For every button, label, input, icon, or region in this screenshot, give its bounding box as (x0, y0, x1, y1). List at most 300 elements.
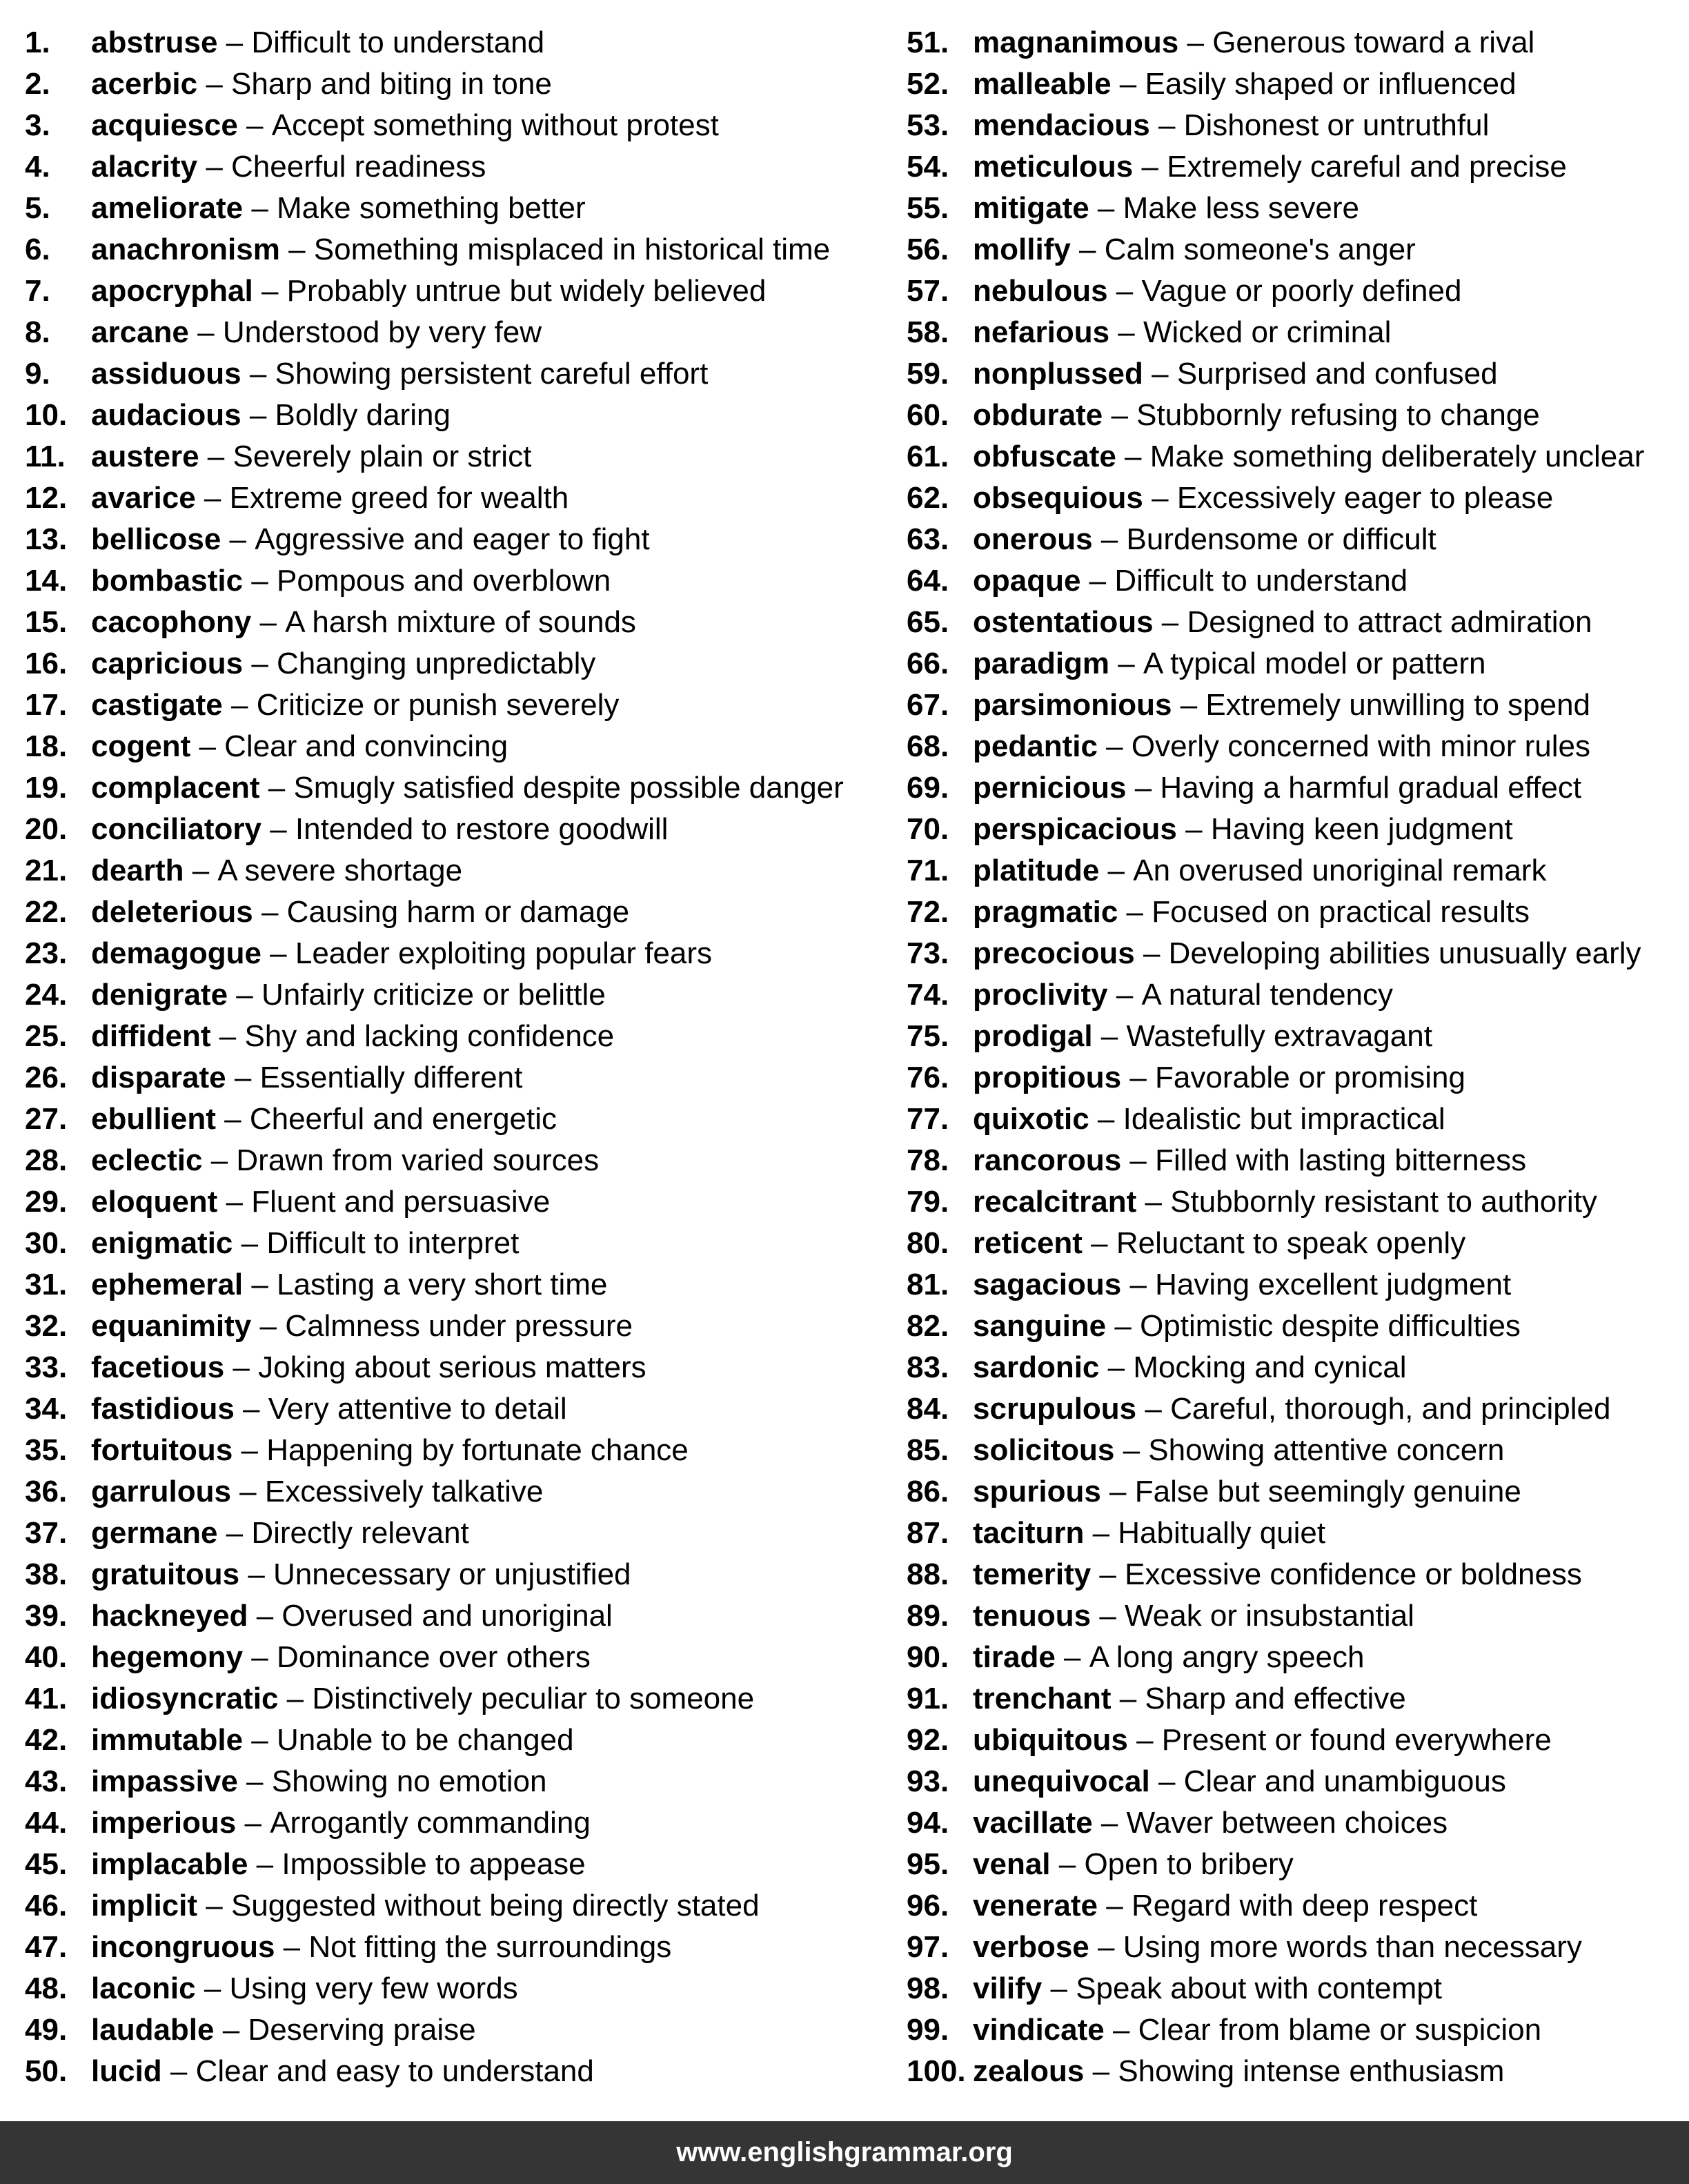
entry-definition: Burdensome or difficult (1126, 522, 1436, 556)
entry-number: 93. (907, 1764, 949, 1798)
vocabulary-entry (907, 1968, 1679, 2009)
entry-definition: Weak or insubstantial (1125, 1599, 1414, 1633)
entry-separator: – (253, 274, 287, 308)
entry-separator: – (190, 729, 225, 763)
entry-word: cogent (91, 729, 191, 763)
vocabulary-entry (25, 395, 880, 436)
entry-number: 16. (25, 647, 68, 680)
vocabulary-entry (907, 436, 1679, 478)
entry-definition: Idealistic but impractical (1123, 1102, 1445, 1136)
entry-separator: – (279, 233, 314, 266)
vocabulary-entry (907, 1513, 1679, 1554)
entry-word: eloquent (91, 1185, 218, 1219)
entry-separator: – (202, 1143, 237, 1177)
entry-number: 71. (907, 854, 949, 887)
vocabulary-entry (25, 892, 880, 933)
entry-separator: – (248, 1599, 282, 1633)
entry-separator: – (1092, 522, 1127, 556)
entry-number: 54. (907, 150, 949, 184)
entry-definition: Vague or poorly defined (1141, 274, 1462, 308)
entry-word: reticent (973, 1226, 1083, 1260)
entry-number: 41. (25, 1682, 68, 1715)
entry-word: acerbic (91, 67, 198, 101)
entry-separator: – (251, 605, 286, 639)
entry-word: paradigm (973, 647, 1110, 680)
entry-separator: – (188, 315, 223, 349)
vocabulary-entry (25, 229, 880, 270)
entry-definition: Aggressive and eager to fight (255, 522, 650, 556)
entry-definition: Optimistic despite difficulties (1140, 1309, 1521, 1343)
entry-separator: – (234, 1392, 268, 1426)
entry-definition: Something misplaced in historical time (313, 233, 831, 266)
vocabulary-entry (25, 1057, 880, 1099)
entry-number: 84. (907, 1392, 949, 1426)
entry-definition: A long angry speech (1089, 1640, 1365, 1674)
entry-word: hackneyed (91, 1599, 248, 1633)
entry-definition: Showing attentive concern (1148, 1433, 1505, 1467)
entry-number: 83. (907, 1350, 949, 1384)
entry-word: perspicacious (973, 812, 1177, 846)
entry-definition: Drawn from varied sources (236, 1143, 600, 1177)
entry-word: avarice (91, 481, 196, 515)
entry-number: 35. (25, 1433, 68, 1467)
vocabulary-entry (25, 809, 880, 850)
vocabulary-entry (25, 1388, 880, 1430)
vocabulary-entry (907, 974, 1679, 1016)
entry-word: unequivocal (973, 1764, 1150, 1798)
entry-separator: – (1103, 398, 1137, 432)
vocabulary-entry (25, 1347, 880, 1388)
entry-word: arcane (91, 315, 189, 349)
entry-separator: – (1121, 1268, 1156, 1301)
entry-definition: A natural tendency (1141, 978, 1394, 1012)
entry-number: 46. (25, 1889, 68, 1922)
entry-separator: – (237, 108, 272, 142)
entry-word: obdurate (973, 398, 1103, 432)
entry-number: 47. (25, 1930, 68, 1964)
entry-definition: Overused and unoriginal (282, 1599, 613, 1633)
entry-definition: Overly concerned with minor rules (1131, 729, 1590, 763)
entry-number: 78. (907, 1143, 949, 1177)
vocabulary-entry (907, 1388, 1679, 1430)
vocabulary-entry (907, 1223, 1679, 1264)
entry-word: magnanimous (973, 26, 1179, 59)
vocabulary-entry (25, 1595, 880, 1637)
entry-definition: Accept something without protest (271, 108, 719, 142)
entry-word: disparate (91, 1061, 226, 1094)
entry-word: dearth (91, 854, 184, 887)
entry-word: malleable (973, 67, 1112, 101)
entry-number: 73. (907, 936, 949, 970)
entry-number: 61. (907, 440, 949, 473)
entry-separator: – (243, 564, 277, 598)
entry-definition: Having keen judgment (1210, 812, 1513, 846)
entry-separator: – (195, 481, 230, 515)
entry-word: deleterious (91, 895, 253, 929)
vocabulary-entry (25, 2009, 880, 2051)
entry-number: 50. (25, 2054, 68, 2088)
entry-number: 34. (25, 1392, 68, 1426)
vocabulary-entry (25, 1306, 880, 1347)
entry-number: 72. (907, 895, 949, 929)
entry-word: facetious (91, 1350, 225, 1384)
vocabulary-entry (907, 312, 1679, 353)
entry-number: 25. (25, 1019, 68, 1053)
vocabulary-entry (25, 436, 880, 478)
entry-separator: – (1092, 1019, 1127, 1053)
vocabulary-entry (907, 1306, 1679, 1347)
entry-definition: Showing persistent careful effort (275, 357, 709, 391)
entry-word: conciliatory (91, 812, 261, 846)
footer-website-link[interactable]: www.englishgrammar.org (676, 2137, 1013, 2167)
entry-word: vindicate (973, 2013, 1105, 2047)
entry-number: 21. (25, 854, 68, 887)
entry-definition: Regard with deep respect (1131, 1889, 1478, 1922)
entry-separator: – (243, 1268, 277, 1301)
entry-separator: – (224, 1350, 259, 1384)
vocabulary-entry (907, 1637, 1679, 1678)
entry-definition: Extremely careful and precise (1167, 150, 1567, 184)
entry-number: 63. (907, 522, 949, 556)
entry-number: 42. (25, 1723, 68, 1757)
vocabulary-entry (25, 1885, 880, 1927)
entry-definition: Leader exploiting popular fears (295, 936, 713, 970)
entry-number: 90. (907, 1640, 949, 1674)
entry-word: venal (973, 1847, 1051, 1881)
entry-word: nebulous (973, 274, 1108, 308)
entry-definition: Focused on practical results (1152, 895, 1530, 929)
entry-definition: Having a harmful gradual effect (1160, 771, 1582, 805)
entry-number: 31. (25, 1268, 68, 1301)
entry-word: zealous (973, 2054, 1085, 2088)
vocabulary-entry (907, 2051, 1679, 2092)
vocabulary-entry (25, 1513, 880, 1554)
vocabulary-entry (907, 602, 1679, 643)
entry-separator: – (161, 2054, 196, 2088)
vocabulary-entry (25, 1016, 880, 1057)
entry-number: 89. (907, 1599, 949, 1633)
entry-definition: Impossible to appease (282, 1847, 586, 1881)
entry-definition: Severely plain or strict (233, 440, 532, 473)
vocabulary-entry (25, 726, 880, 767)
vocabulary-entry (25, 933, 880, 974)
vocabulary-entry (25, 1802, 880, 1844)
entry-definition: Wicked or criminal (1143, 315, 1392, 349)
entry-definition: Surprised and confused (1176, 357, 1498, 391)
entry-separator: – (1176, 812, 1211, 846)
entry-definition: Unnecessary or unjustified (273, 1557, 631, 1591)
entry-separator: – (221, 522, 255, 556)
entry-number: 100. (907, 2054, 966, 2088)
entry-definition: A harsh mixture of sounds (285, 605, 636, 639)
entry-word: proclivity (973, 978, 1108, 1012)
entry-separator: – (197, 1889, 231, 1922)
entry-number: 56. (907, 233, 949, 266)
entry-number: 58. (907, 315, 949, 349)
entry-number: 5. (25, 191, 50, 225)
right-column-list (907, 22, 1679, 2092)
entry-definition: Essentially different (259, 1061, 523, 1094)
vocabulary-entry (25, 1181, 880, 1223)
entry-separator: – (1100, 1475, 1135, 1508)
entry-word: trenchant (973, 1682, 1112, 1715)
vocabulary-entry (25, 1968, 880, 2009)
entry-separator: – (278, 1682, 313, 1715)
entry-number: 98. (907, 1971, 949, 2005)
entry-separator: – (1107, 978, 1142, 1012)
entry-number: 85. (907, 1433, 949, 1467)
entry-word: complacent (91, 771, 260, 805)
vocabulary-entry (907, 63, 1679, 105)
entry-word: capricious (91, 647, 244, 680)
vocabulary-entry (907, 767, 1679, 809)
entry-separator: – (241, 357, 275, 391)
entry-separator: – (1143, 357, 1177, 391)
entry-definition: Criticize or punish severely (256, 688, 620, 722)
entry-word: anachronism (91, 233, 280, 266)
entry-definition: Sharp and effective (1145, 1682, 1406, 1715)
vocabulary-entry (25, 188, 880, 229)
entry-definition: Causing harm or damage (286, 895, 630, 929)
entry-number: 77. (907, 1102, 949, 1136)
entry-word: laconic (91, 1971, 196, 2005)
entry-word: verbose (973, 1930, 1089, 1964)
entry-definition: An overused unoriginal remark (1133, 854, 1547, 887)
entry-definition: Joking about serious matters (258, 1350, 646, 1384)
entry-separator: – (1050, 1847, 1085, 1881)
vocabulary-entry (907, 1927, 1679, 1968)
entry-word: obsequious (973, 481, 1143, 515)
vocabulary-entry (907, 850, 1679, 892)
vocabulary-entry (907, 395, 1679, 436)
entry-separator: – (1149, 1764, 1184, 1798)
entry-definition: Dishonest or untruthful (1183, 108, 1490, 142)
entry-number: 51. (907, 26, 949, 59)
entry-definition: Excessively eager to please (1176, 481, 1554, 515)
entry-word: venerate (973, 1889, 1098, 1922)
entry-word: quixotic (973, 1102, 1089, 1136)
entry-separator: – (261, 812, 295, 846)
entry-separator: – (1055, 1640, 1089, 1674)
vocabulary-entry (25, 1471, 880, 1513)
entry-separator: – (1084, 1516, 1118, 1550)
entry-separator: – (243, 1723, 277, 1757)
entry-separator: – (1099, 854, 1134, 887)
entry-word: lucid (91, 2054, 162, 2088)
entry-number: 82. (907, 1309, 949, 1343)
entry-number: 55. (907, 191, 949, 225)
vocabulary-entry (25, 1223, 880, 1264)
entry-number: 66. (907, 647, 949, 680)
vocabulary-entry (907, 1844, 1679, 1885)
entry-word: ostentatious (973, 605, 1154, 639)
entry-definition: Easily shaped or influenced (1145, 67, 1517, 101)
entry-number: 45. (25, 1847, 68, 1881)
entry-definition: Using very few words (229, 1971, 518, 2005)
entry-number: 6. (25, 233, 50, 266)
entry-definition: Extremely unwilling to spend (1205, 688, 1591, 722)
entry-number: 29. (25, 1185, 68, 1219)
entry-separator: – (1109, 647, 1143, 680)
entry-word: enigmatic (91, 1226, 233, 1260)
entry-definition: Calm someone's anger (1104, 233, 1416, 266)
entry-word: nefarious (973, 315, 1110, 349)
entry-word: prodigal (973, 1019, 1093, 1053)
entry-definition: Dominance over others (276, 1640, 591, 1674)
entry-number: 70. (907, 812, 949, 846)
entry-definition: Unable to be changed (276, 1723, 574, 1757)
entry-separator: – (1089, 191, 1123, 225)
entry-separator: – (243, 1640, 277, 1674)
entry-separator: – (222, 688, 257, 722)
entry-definition: Extreme greed for wealth (229, 481, 569, 515)
vocabulary-entry (25, 1430, 880, 1471)
entry-number: 14. (25, 564, 68, 598)
entry-word: propitious (973, 1061, 1122, 1094)
entry-separator: – (1114, 1433, 1149, 1467)
entry-word: impassive (91, 1764, 238, 1798)
entry-separator: – (1172, 688, 1206, 722)
entry-separator: – (214, 2013, 248, 2047)
entry-number: 92. (907, 1723, 949, 1757)
entry-number: 80. (907, 1226, 949, 1260)
entry-separator: – (239, 1557, 274, 1591)
entry-separator: – (1082, 1226, 1116, 1260)
entry-number: 13. (25, 522, 68, 556)
entry-definition: Make something better (277, 191, 586, 225)
entry-definition: Very attentive to detail (268, 1392, 567, 1426)
entry-word: implacable (91, 1847, 248, 1881)
entry-number: 81. (907, 1268, 949, 1301)
entry-word: parsimonious (973, 688, 1172, 722)
entry-separator: – (1126, 771, 1160, 805)
entry-word: acquiesce (91, 108, 238, 142)
entry-separator: – (1089, 1102, 1123, 1136)
entry-word: alacrity (91, 150, 198, 184)
entry-definition: Make something deliberately unclear (1149, 440, 1645, 473)
entry-number: 64. (907, 564, 949, 598)
entry-number: 11. (25, 440, 66, 473)
entry-separator: – (215, 1102, 250, 1136)
entry-separator: – (1111, 1682, 1145, 1715)
entry-separator: – (230, 1475, 265, 1508)
vocabulary-entry (907, 560, 1679, 602)
entry-separator: – (233, 1433, 267, 1467)
entry-word: taciturn (973, 1516, 1085, 1550)
vocabulary-entry (25, 1637, 880, 1678)
entry-separator: – (1092, 1806, 1127, 1840)
entry-word: bellicose (91, 522, 221, 556)
entry-separator: – (1136, 1392, 1171, 1426)
entry-separator: – (275, 1930, 309, 1964)
entry-separator: – (1111, 67, 1145, 101)
vocabulary-entry (907, 22, 1679, 63)
vocabulary-entry (25, 146, 880, 188)
entry-word: immutable (91, 1723, 244, 1757)
entry-separator: – (1127, 1723, 1162, 1757)
entry-word: pragmatic (973, 895, 1118, 929)
entry-number: 76. (907, 1061, 949, 1094)
entry-word: mollify (973, 233, 1071, 266)
entry-separator: – (1121, 1061, 1156, 1094)
entry-number: 69. (907, 771, 949, 805)
entry-word: gratuitous (91, 1557, 240, 1591)
entry-definition: Suggested without being directly stated (230, 1889, 760, 1922)
vocabulary-entry (25, 767, 880, 809)
entry-word: hegemony (91, 1640, 244, 1674)
entry-definition: Changing unpredictably (277, 647, 596, 680)
entry-word: ameliorate (91, 191, 244, 225)
entry-definition: Speak about with contempt (1076, 1971, 1442, 2005)
entry-definition: Cheerful and energetic (249, 1102, 557, 1136)
entry-definition: False but seemingly genuine (1134, 1475, 1521, 1508)
entry-separator: – (1149, 108, 1184, 142)
vocabulary-entry (907, 2009, 1679, 2051)
vocabulary-entry (907, 1471, 1679, 1513)
vocabulary-entry (907, 892, 1679, 933)
entry-word: idiosyncratic (91, 1682, 279, 1715)
vocabulary-entry (25, 270, 880, 312)
entry-word: fastidious (91, 1392, 235, 1426)
entry-word: meticulous (973, 150, 1134, 184)
entry-word: ebullient (91, 1102, 216, 1136)
entry-definition: Careful, thorough, and principled (1170, 1392, 1611, 1426)
entry-separator: – (1136, 1185, 1171, 1219)
entry-separator: – (261, 936, 295, 970)
entry-word: cacophony (91, 605, 252, 639)
entry-word: vilify (973, 1971, 1043, 2005)
entry-number: 23. (25, 936, 68, 970)
entry-number: 60. (907, 398, 949, 432)
entry-separator: – (1107, 274, 1142, 308)
entry-separator: – (1089, 1930, 1123, 1964)
entry-separator: – (1099, 1350, 1134, 1384)
entry-number: 2. (25, 67, 50, 101)
entry-definition: Generous toward a rival (1212, 26, 1535, 59)
entry-number: 67. (907, 688, 949, 722)
entry-separator: – (248, 1847, 282, 1881)
vocabulary-entry (907, 270, 1679, 312)
entry-separator: – (1134, 936, 1169, 970)
vocabulary-entry (907, 1347, 1679, 1388)
entry-definition: Clear and easy to understand (195, 2054, 594, 2088)
entry-word: precocious (973, 936, 1135, 970)
vocabulary-entry (25, 1761, 880, 1802)
entry-definition: Reluctant to speak openly (1116, 1226, 1466, 1260)
entry-definition: Designed to attract admiration (1187, 605, 1592, 639)
entry-separator: – (1106, 1309, 1140, 1343)
entry-number: 87. (907, 1516, 949, 1550)
vocabulary-entry (907, 1057, 1679, 1099)
entry-separator: – (243, 647, 277, 680)
vocabulary-entry (25, 974, 880, 1016)
entry-number: 22. (25, 895, 68, 929)
entry-number: 26. (25, 1061, 68, 1094)
vocabulary-entry (907, 1678, 1679, 1720)
entry-word: sanguine (973, 1309, 1107, 1343)
entry-word: obfuscate (973, 440, 1116, 473)
entry-separator: – (217, 1185, 252, 1219)
vocabulary-entry (25, 1264, 880, 1306)
entry-word: scrupulous (973, 1392, 1137, 1426)
entry-definition: Excessively talkative (264, 1475, 544, 1508)
entry-number: 97. (907, 1930, 949, 1964)
vocabulary-entry (907, 1554, 1679, 1595)
entry-word: diffident (91, 1019, 211, 1053)
entry-separator: – (1109, 315, 1143, 349)
vocabulary-entry (907, 1099, 1679, 1140)
vocabulary-entry (907, 933, 1679, 974)
